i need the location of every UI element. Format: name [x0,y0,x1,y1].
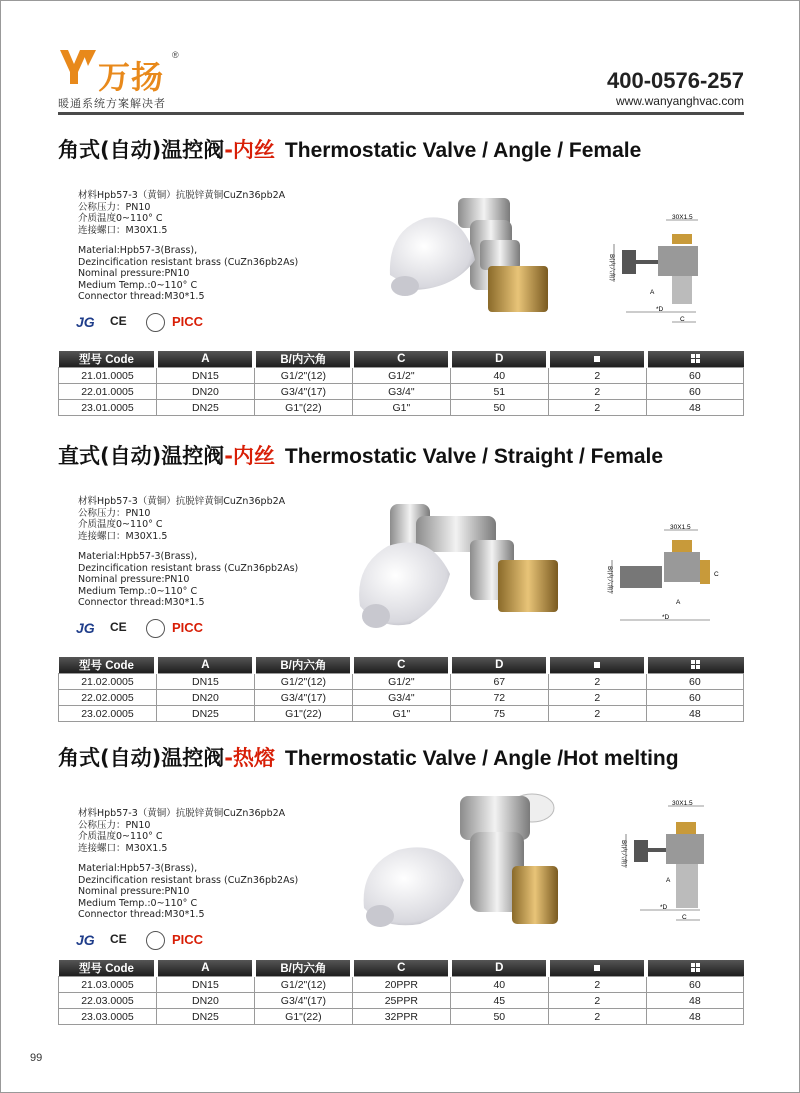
spec-cn-pressure: 公称压力：PN10 [78,819,151,831]
box-icon [594,662,600,668]
angle-valve-photo [370,190,570,330]
cert-logos [76,620,226,640]
spec-en-thread: Connector thread:M30*1.5 [78,909,205,920]
jg-logo: JG [76,620,95,636]
cell-d: 72 [450,690,548,706]
section-title [58,742,679,772]
cell-c: G1/2" [352,368,450,384]
ce-logo: CE [110,314,127,328]
title-en: Thermostatic Valve / Angle /Hot melting [284,747,679,770]
cell-code: 21.03.0005 [59,977,157,993]
spec-cn-temp: 介质温度0~110° C [78,213,163,224]
cell-code: 21.01.0005 [59,368,157,384]
cell-d: 50 [450,400,548,416]
spec-cn-material: 材料Hpb57-3（黄铜）抗脱锌黄铜CuZn36pb2A [78,496,286,507]
phone-number: 400-0576-257 [606,68,744,93]
dimension-diagram [606,520,719,640]
header-a: A [156,960,254,977]
cell-box: 2 [548,690,646,706]
table-row [59,690,744,706]
cell-b: G1/2"(12) [254,977,352,993]
header-carton [646,351,743,368]
cell-c: 32PPR [352,1009,450,1025]
cell-a: DN20 [156,993,254,1009]
table-row [59,400,744,416]
cell-d: 75 [450,706,548,722]
spec-en-dezinc: Dezincification resistant brass (CuZn36pb2As) [78,874,299,886]
quality-seal-icon [146,619,165,638]
cell-c: G1/2" [352,674,450,690]
cell-carton: 48 [646,400,743,416]
cell-b: G3/4"(17) [254,993,352,1009]
cell-code: 22.01.0005 [59,384,157,400]
cell-b: G3/4"(17) [254,384,352,400]
cell-carton: 60 [646,977,743,993]
spec-en-material: Material:Hpb57-3(Brass), [78,551,198,562]
spec-en-temp: Medium Temp.:0~110° C [78,279,198,291]
cert-logos [76,314,226,334]
cell-code: 23.02.0005 [59,706,157,722]
box-icon [594,356,600,362]
cell-a: DN15 [156,674,254,690]
title-en: Thermostatic Valve / Straight / Female [284,445,664,468]
cell-c: G3/4" [352,384,450,400]
section-title [58,134,641,164]
cell-box: 2 [548,368,646,384]
quality-seal-icon [146,313,165,332]
table-row [59,384,744,400]
svg-text:C: C [682,914,687,921]
title-cn: 角式(自动)温控阀 [58,746,225,770]
cell-c: 25PPR [352,993,450,1009]
svg-text:C: C [680,316,685,323]
title-cn-red: -热熔 [224,746,275,770]
spec-en-pressure: Nominal pressure:PN10 [78,574,190,585]
cell-box: 2 [548,706,646,722]
cell-a: DN25 [156,706,254,722]
cell-d: 51 [450,384,548,400]
dimension-diagram [606,210,716,330]
cell-carton: 48 [646,1009,743,1025]
header-c: C [352,657,450,674]
cell-box: 2 [548,674,646,690]
cell-carton: 48 [646,993,743,1009]
title-en: Thermostatic Valve / Angle / Female [284,139,642,162]
cell-a: DN15 [156,977,254,993]
product-section-angle-female [58,134,744,420]
header-box [548,657,646,674]
cell-box: 2 [548,384,646,400]
header-d: D [450,960,548,977]
spec-cn-pressure: 公称压力：PN10 [78,507,151,519]
spec-text [78,808,298,921]
spec-cn-thread: 连接螺口：M30X1.5 [78,530,168,542]
cell-carton: 48 [646,706,743,722]
svg-text:*D: *D [660,904,668,911]
dimension-diagram [620,798,720,928]
spec-en-material: Material:Hpb57-3(Brass), [78,245,198,256]
spec-cn-pressure: 公称压力：PN10 [78,201,151,213]
spec-cn-thread: 连接螺口：M30X1.5 [78,842,168,854]
registered-mark: ® [172,50,179,60]
cell-b: G1/2"(12) [254,368,352,384]
section-title [58,440,663,470]
header-divider [58,112,744,115]
spec-en-thread: Connector thread:M30*1.5 [78,597,205,608]
spec-cn-temp: 介质温度0~110° C [78,831,163,842]
svg-text:B(内六角): B(内六角) [606,566,613,593]
cell-a: DN25 [156,1009,254,1025]
header-a: A [156,351,254,368]
cell-d: 45 [450,993,548,1009]
cell-code: 23.03.0005 [59,1009,157,1025]
picc-logo: PICC [172,932,204,947]
hot-melting-valve-photo [354,788,564,938]
cell-code: 23.01.0005 [59,400,157,416]
header-b: B/内六角 [254,960,352,977]
cell-b: G3/4"(17) [254,690,352,706]
cell-a: DN20 [156,690,254,706]
ce-logo: CE [110,620,127,634]
spec-cn-material: 材料Hpb57-3（黄铜）抗脱锌黄铜CuZn36pb2A [78,808,286,819]
cell-b: G1"(22) [254,1009,352,1025]
cell-carton: 60 [646,384,743,400]
cell-d: 50 [450,1009,548,1025]
carton-icon [691,660,700,669]
cell-a: DN20 [156,384,254,400]
spec-en-material: Material:Hpb57-3(Brass), [78,863,198,874]
cell-code: 22.02.0005 [59,690,157,706]
spec-en-thread: Connector thread:M30*1.5 [78,291,205,302]
title-cn-red: -内丝 [224,138,275,162]
cell-code: 22.03.0005 [59,993,157,1009]
svg-text:B(内六角): B(内六角) [620,840,627,867]
header-d: D [450,657,548,674]
cell-c: G1" [352,400,450,416]
svg-text:A: A [650,289,655,296]
header-code: 型号 Code [59,351,157,368]
cell-box: 2 [548,400,646,416]
header-b: B/内六角 [254,657,352,674]
cell-c: G1" [352,706,450,722]
cert-logos [76,932,226,952]
svg-text:C: C [714,571,719,578]
title-cn-red: -内丝 [224,444,275,468]
brand-name: 万扬 [98,58,165,96]
svg-text:A: A [676,599,681,606]
straight-valve-photo [350,496,570,646]
quality-seal-icon [146,931,165,950]
website-link[interactable]: www.wanyanghvac.com [615,94,744,108]
header-code: 型号 Code [59,657,157,674]
cell-d: 40 [450,977,548,993]
header-box [548,960,646,977]
brand-slogan: 暖通系统方案解决者 [58,97,166,110]
svg-text:*D: *D [656,306,664,313]
svg-text:*D: *D [662,614,670,621]
page-number: 99 [30,1052,43,1064]
box-icon [594,965,600,971]
spec-cn-material: 材料Hpb57-3（黄铜）抗脱锌黄铜CuZn36pb2A [78,190,286,201]
ce-logo: CE [110,932,127,946]
spec-table [58,657,744,722]
spec-en-pressure: Nominal pressure:PN10 [78,268,190,279]
brand-logo-icon [58,46,98,86]
cell-box: 2 [548,1009,646,1025]
header-b: B/内六角 [254,351,352,368]
carton-icon [691,354,700,363]
title-cn: 角式(自动)温控阀 [58,138,225,162]
title-cn: 直式(自动)温控阀 [58,444,225,468]
header-box [548,351,646,368]
cell-box: 2 [548,993,646,1009]
header-d: D [450,351,548,368]
cell-b: G1/2"(12) [254,674,352,690]
cell-c: 20PPR [352,977,450,993]
cell-b: G1"(22) [254,400,352,416]
cell-carton: 60 [646,368,743,384]
table-row [59,1009,744,1025]
spec-table [58,960,744,1025]
spec-en-temp: Medium Temp.:0~110° C [78,585,198,597]
spec-en-temp: Medium Temp.:0~110° C [78,897,198,909]
picc-logo: PICC [172,314,204,329]
product-section-angle-hot-melting [58,742,744,1032]
table-row [59,674,744,690]
spec-cn-thread: 连接螺口：M30X1.5 [78,224,168,236]
cell-a: DN15 [156,368,254,384]
table-row [59,977,744,993]
jg-logo: JG [76,314,95,330]
product-section-straight-female [58,440,744,726]
table-row [59,368,744,384]
spec-en-dezinc: Dezincification resistant brass (CuZn36pb2As) [78,256,299,268]
jg-logo: JG [76,932,95,948]
svg-text:30X1.5: 30X1.5 [672,800,693,807]
header-a: A [156,657,254,674]
svg-text:A: A [666,877,671,884]
svg-text:30X1.5: 30X1.5 [672,214,693,221]
cell-carton: 60 [646,674,743,690]
svg-text:B(内六角): B(内六角) [608,254,615,281]
table-row [59,706,744,722]
spec-table [58,351,744,416]
spec-cn-temp: 介质温度0~110° C [78,519,163,530]
cell-code: 21.02.0005 [59,674,157,690]
header-c: C [352,960,450,977]
cell-a: DN25 [156,400,254,416]
spec-text [78,496,298,609]
cell-d: 40 [450,368,548,384]
cell-d: 67 [450,674,548,690]
cell-box: 2 [548,977,646,993]
svg-text:30X1.5: 30X1.5 [670,524,691,531]
header-code: 型号 Code [59,960,157,977]
header-carton [646,657,743,674]
cell-c: G3/4" [352,690,450,706]
cell-b: G1"(22) [254,706,352,722]
table-row [59,993,744,1009]
carton-icon [691,963,700,972]
spec-en-pressure: Nominal pressure:PN10 [78,886,190,897]
spec-en-dezinc: Dezincification resistant brass (CuZn36pb2As) [78,562,299,574]
header-carton [646,960,743,977]
header-c: C [352,351,450,368]
spec-text [78,190,298,303]
cell-carton: 60 [646,690,743,706]
picc-logo: PICC [172,620,204,635]
